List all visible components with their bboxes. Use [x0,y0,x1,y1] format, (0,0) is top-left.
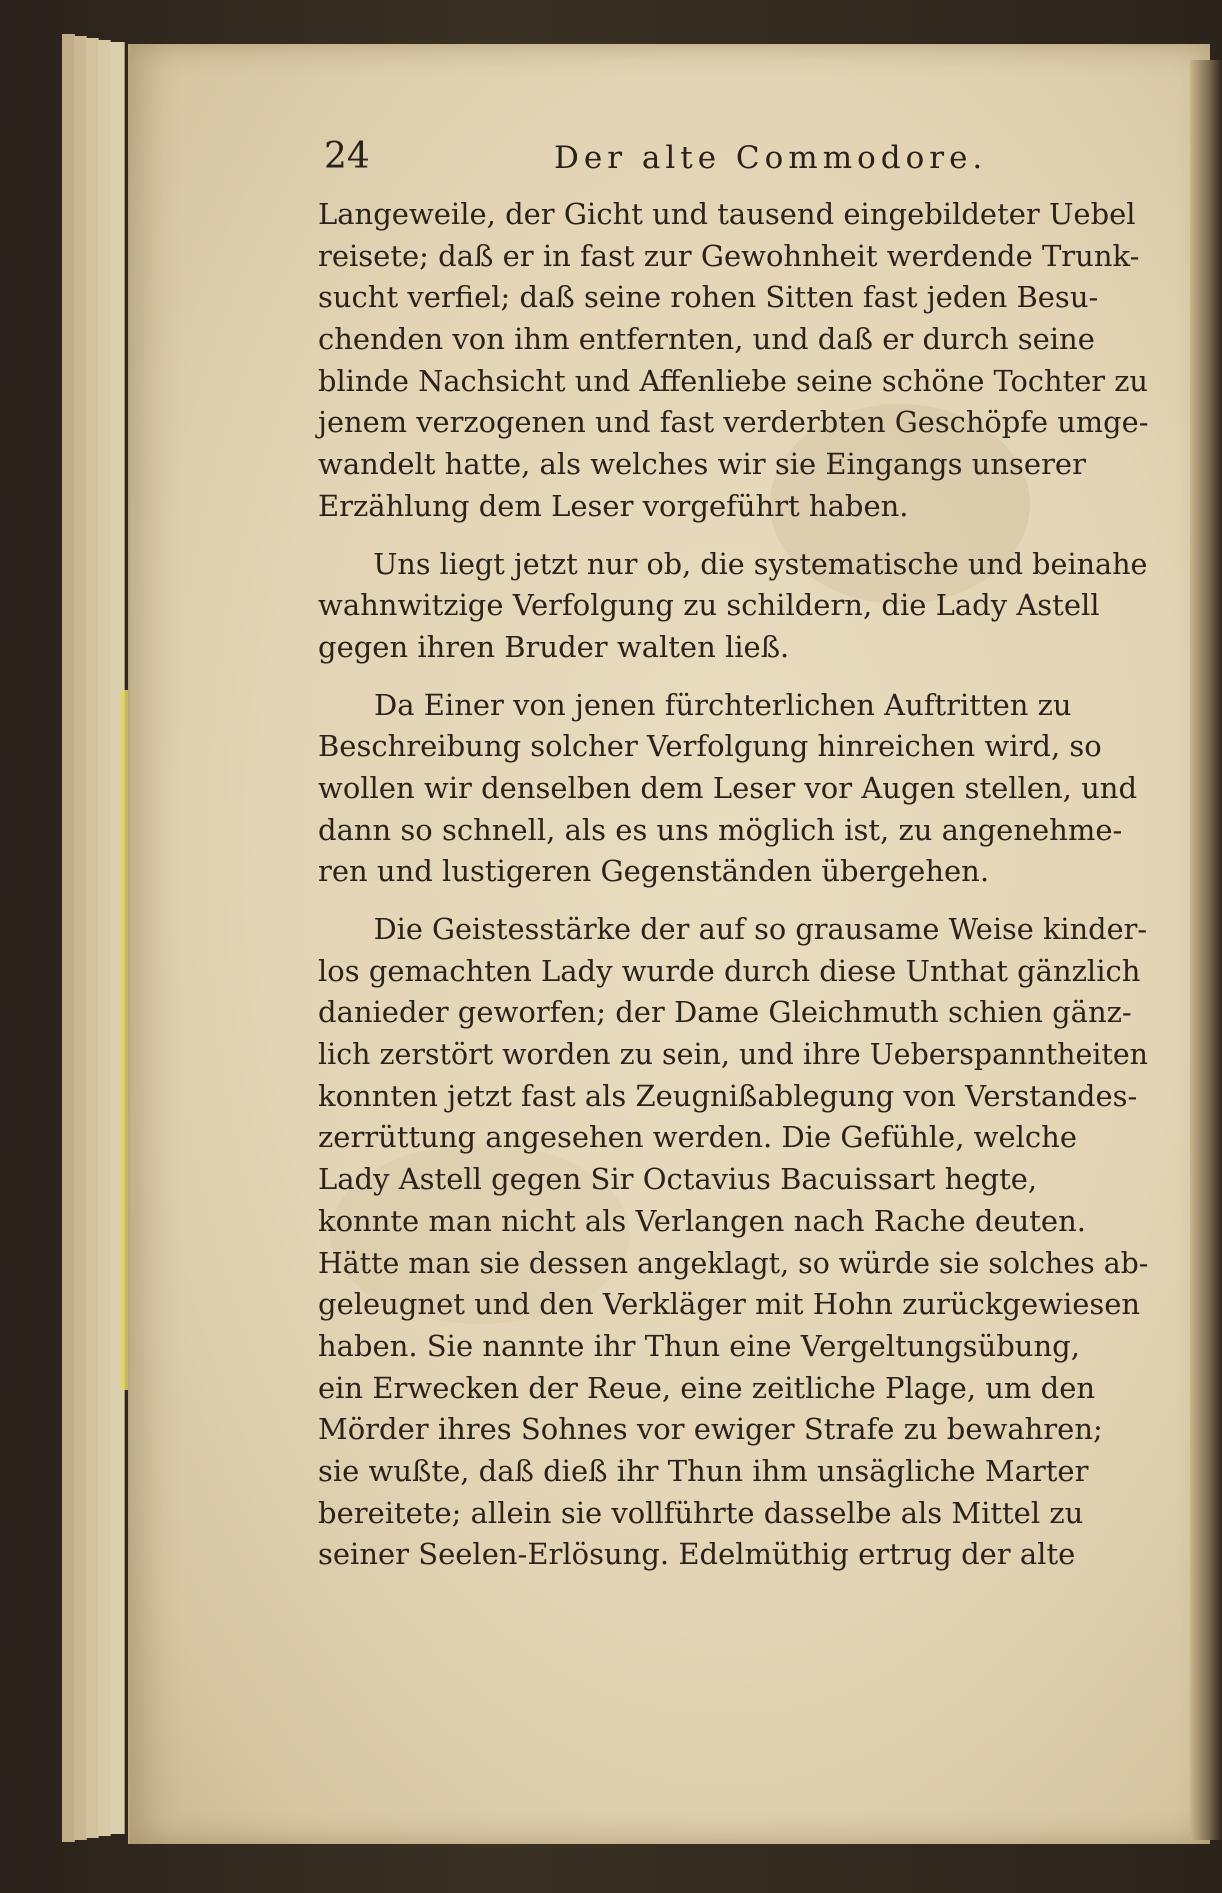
text-line: Hätte man sie dessen angeklagt, so würde sie solches ab- [318,1245,1149,1280]
text-line: konnte man nicht als Verlangen nach Rache deuten. [318,1203,1086,1238]
text-line: wollen wir denselben dem Leser vor Augen stellen, und [318,770,1138,805]
text-line: sucht verfiel; daß seine rohen Sitten fast jeden Besu- [318,280,1099,315]
text-line: blinde Nachsicht und Affenliebe seine schöne Tochter zu [318,363,1148,398]
text-line: Erzählung dem Leser vorgeführt haben. [318,488,909,523]
text-line: gegen ihren Bruder walten ließ. [318,629,790,664]
text-line: Die Geistesstärke der auf so grausame Weise kinder- [373,912,1148,946]
text-line: Uns liegt jetzt nur ob, die systematische und beinahe [373,546,1148,581]
text-line: konnten jetzt fast als Zeugnißablegung von Verstandes- [318,1078,1138,1113]
paragraph-gap [318,528,1148,544]
page-header [324,136,1144,176]
text-line: bereitete; allein sie vollführte dasselbe als Mittel zu [318,1495,1084,1530]
text-line: sie wußte, daß dieß ihr Thun ihm unsägliche Marter [318,1453,1089,1488]
text-line: reisete; daß er in fast zur Gewohnheit werdende Trunk- [318,238,1140,273]
body-text [318,194,1148,1576]
text-line: dann so schnell, als es uns möglich ist, zu angenehme- [318,812,1123,847]
text-line: haben. Sie nannte ihr Thun eine Vergeltungsübung, [318,1328,1080,1363]
text-line: danieder geworfen; der Dame Gleichmuth schien gänz- [318,995,1132,1030]
text-line: jenem verzogenen und fast verderbten Geschöpfe umge- [318,405,1149,440]
text-line: lich zerstört worden zu sein, und ihre Ueberspanntheiten [318,1037,1148,1072]
text-line: ein Erwecken der Reue, eine zeitliche Plage, um den [318,1370,1096,1405]
page-right-edge [1190,60,1222,1840]
text-line: los gemachten Lady wurde durch diese Unthat gänzlich [318,953,1141,988]
text-line: geleugnet und den Verkläger mit Hohn zurückgewiesen [318,1287,1141,1322]
text-line: zerrüttung angesehen werden. Die Gefühle, welche [318,1120,1077,1155]
text-line: Da Einer von jenen fürchterlichen Auftritten zu [374,687,1072,722]
text-line: chenden von ihm entfernten, und daß er durch seine [318,322,1095,357]
page-number: 24 [324,136,370,177]
text-line: wahnwitzige Verfolgung zu schildern, die Lady Astell [318,588,1100,623]
text-line: wandelt hatte, als welches wir sie Eingangs unserer [318,447,1086,482]
running-title: Der alte Commodore. [554,140,988,176]
paragraph-gap [318,893,1148,909]
text-line: Lady Astell gegen Sir Octavius Bacuissart hegte, [318,1162,1038,1197]
text-line: ren und lustigeren Gegenständen übergehen. [318,854,990,889]
text-line: Langeweile, der Gicht und tausend eingebildeter Uebel [318,197,1136,231]
text-line: Mörder ihres Sohnes vor ewiger Strafe zu bewahren; [318,1412,1103,1447]
text-line: seiner Seelen-Erlösung. Edelmüthig ertrug der alte [318,1537,1076,1572]
paragraph-gap [318,669,1148,685]
text-line: Beschreibung solcher Verfolgung hinreichen wird, so [318,729,1102,764]
